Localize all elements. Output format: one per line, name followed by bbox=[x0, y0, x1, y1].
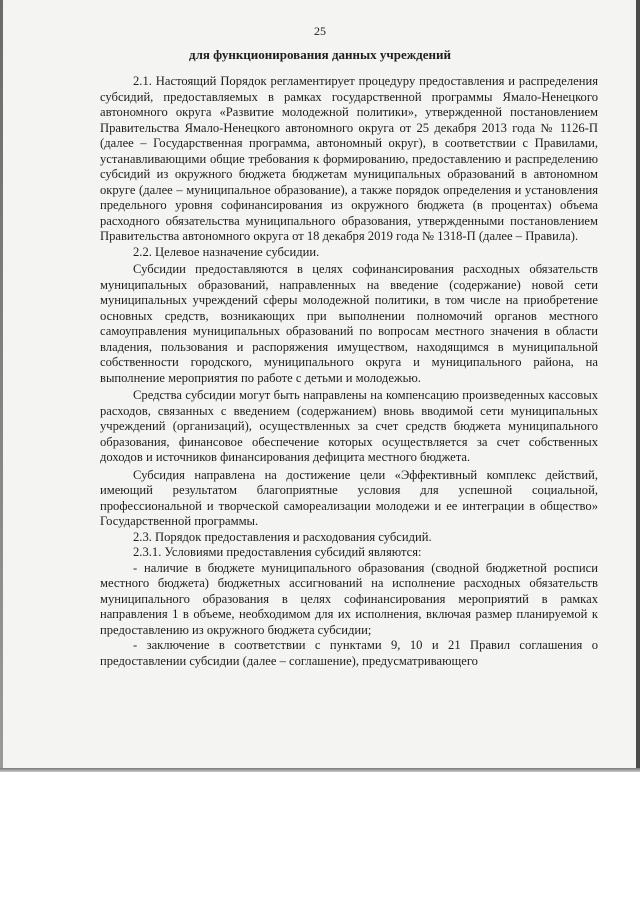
paragraph-2-3: 2.3. Порядок предоставления и расходования субсидий. bbox=[133, 529, 432, 544]
paragraph-2-2: 2.2. Целевое назначение субсидии. bbox=[133, 244, 320, 259]
body-text bbox=[100, 74, 598, 669]
paragraph-condition-budget: - наличие в бюджете муниципального образования (сводной бюджетной росписи местного бюджета) бюджетных ассигнований на исполнение расходных обязательств муниципального образования в целях софинансирования мероприятий в рамках направления 1 в объеме, необходимом для их исполнения, включая размер планируемой к предоставлению из окружного бюджета субсидии; bbox=[100, 560, 598, 637]
paragraph-subsidy-goal: Субсидия направлена на достижение цели «Эффективный комплекс действий, имеющий результатом благоприятные условия для успешной социальной, профессиональной и творческой самореализации молодежи и ее интеграции в общество» Государственной программы. bbox=[100, 467, 598, 528]
paragraph-condition-agreement: - заключение в соответствии с пунктами 9, 10 и 21 Правил соглашения о предоставлении субсидии (далее – соглашение), предусматривающего bbox=[100, 638, 598, 668]
page-number: 25 bbox=[314, 24, 326, 38]
paragraph-subsidy-funds: Средства субсидии могут быть направлены на компенсацию произведенных кассовых расходов, связанных с введением (содержанием) вновь вводимой сети муниципальных учреждений (организаций), осуществленных за счет средств бюджета муниципального образования, финансовое обеспечение которых осуществляется за счет собственных доходов и источников финансирования дефицита местного бюджета. bbox=[100, 388, 598, 464]
section-heading: для функционирования данных учреждений bbox=[189, 47, 451, 62]
scan-bottom-edge bbox=[0, 768, 640, 772]
paragraph-2-1: 2.1. Настоящий Порядок регламентирует процедуру предоставления и распределения субсидий, предоставляемых в рамках государственной программы Ямало-Ненецкого автономного округа «Развитие молодежной политики», утвержденной постановлением Правительства Ямало-Ненецкого автономного округа от 25 декабря 2013 года № 1126-П (далее – Государственная программа, автономный округ), в соответствии с Правилами, устанавливающими общие требования к формированию, предоставлению и распределению субсидий из окружного бюджета бюджетам муниципальных образований в автономном округе (далее – муниципальное образование), а также порядок определения и установления предельного уровня софинансирования из окружного бюджета (в процентах) объема расходного обязательства муниципального образования, утвержденными постановлением Правительства автономного округа от 18 декабря 2019 года № 1318-П (далее – Правила). bbox=[100, 74, 598, 243]
paragraph-2-3-1: 2.3.1. Условиями предоставления субсидий являются: bbox=[133, 545, 422, 559]
paragraph-subsidy-purpose: Субсидии предоставляются в целях софинансирования расходных обязательств муниципальных образований, направленных на введение (содержание) новой сети муниципальных учреждений сферы молодежной политики, в том числе на приобретение основных средств, возникающих при выполнении полномочий органов местного самоуправления муниципальных образований по вопросам местного значения в области владения, пользования и распоряжения имуществом, находящимся в муниципальной собственности городского, муниципального округа и муниципального района, на выполнение мероприятия по работе с детьми и молодежью. bbox=[100, 262, 598, 385]
